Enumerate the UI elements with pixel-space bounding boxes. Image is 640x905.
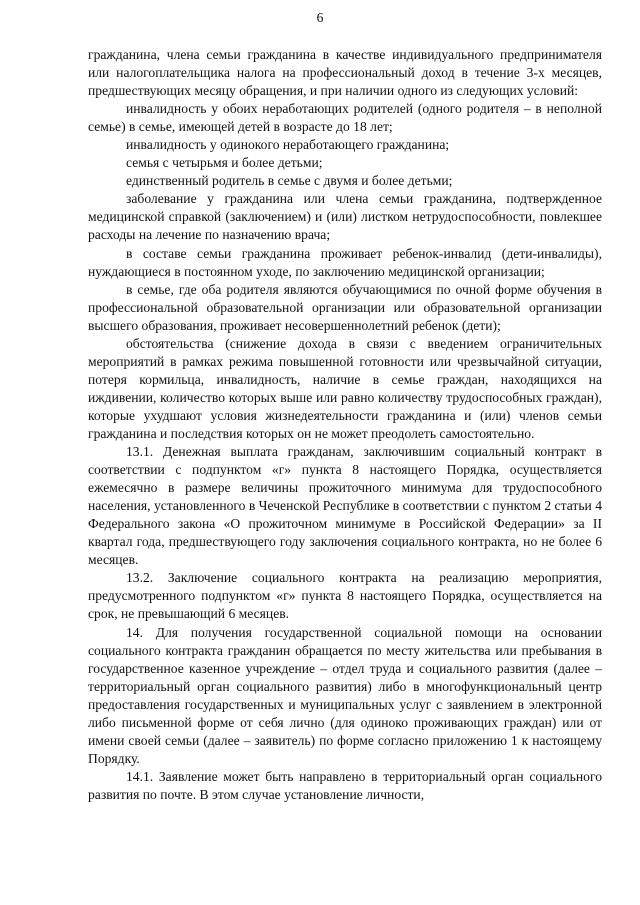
paragraph: семья с четырьмя и более детьми; bbox=[126, 155, 323, 171]
document-body bbox=[88, 46, 602, 804]
paragraph: гражданина, члена семьи гражданина в качестве индивидуального предпринимателя или налогоплательщика налога на профессиональный доход в течение 3-х месяцев, предшествующих месяцу обращения, и при наличии одного из следующих условий: bbox=[88, 47, 602, 99]
paragraph: обстоятельства (снижение дохода в связи с введением ограничительных мероприятий в рамках режима повышенной готовности или чрезвычайной ситуации, потеря кормильца, инвалидность, наличие в семье граждан, находящихся на иждивении, количество которых выше или равно количеству трудоспособных граждан), которые ухудшают условия жизнедеятельности гражданина и (или) членов семьи гражданина и последствия которых он не может преодолеть самостоятельно. bbox=[88, 335, 602, 441]
page-number: 6 bbox=[316, 10, 324, 25]
paragraph: в составе семьи гражданина проживает ребенок-инвалид (дети-инвалиды), нуждающиеся в постоянном уходе, по заключению медицинской организации; bbox=[88, 245, 602, 279]
paragraph: инвалидность у обоих неработающих родителей (одного родителя – в неполной семье) в семье, имеющей детей в возрасте до 18 лет; bbox=[88, 101, 602, 135]
paragraph: в семье, где оба родителя являются обучающимися по очной форме обучения в профессиональной образовательной организации или образовательной организации высшего образования, проживает несовершеннолетний ребенок (дети); bbox=[88, 281, 602, 333]
paragraph: заболевание у гражданина или члена семьи гражданина, подтвержденное медицинской справкой (заключением) и (или) листком нетрудоспособности, повлекшее расходы на лечение по назначению врача; bbox=[88, 191, 602, 243]
paragraph: инвалидность у одинокого неработающего гражданина; bbox=[126, 137, 450, 153]
paragraph: 13.2. Заключение социального контракта на реализацию мероприятия, предусмотренного подпунктом «г» пункта 8 настоящего Порядка, осуществляется на срок, не превышающий 6 месяцев. bbox=[88, 570, 602, 622]
paragraph: 13.1. Денежная выплата гражданам, заключившим социальный контракт в соответствии с подпунктом «г» пункта 8 настоящего Порядка, осуществляется ежемесячно в размере величины прожиточного минимума для трудоспособного населения, установленного в Чеченской Республике в соответствии с пунктом 2 статьи 4 Федерального закона «О прожиточном минимуме в Российской Федерации» за II квартал года, предшествующего году заключения социального контракта, но не более 6 месяцев. bbox=[88, 444, 602, 568]
paragraph: 14.1. Заявление может быть направлено в территориальный орган социального развития по почте. В этом случае установление личности, bbox=[88, 768, 602, 802]
paragraph: 14. Для получения государственной социальной помощи на основании социального контракта гражданин обращается по месту жительства или пребывания в государственное казенное учреждение – отдел труда и социального развития (далее – территориальный орган социального развития) либо в многофункциональный центр предоставления государственных и муниципальных услуг с заявлением в электронной либо письменной форме от себя лично (для одиноко проживающих граждан) или от имени своей семьи (далее – заявитель) по форме согласно приложению 1 к настоящему Порядку. bbox=[88, 624, 602, 766]
paragraph: единственный родитель в семье с двумя и более детьми; bbox=[126, 173, 453, 189]
